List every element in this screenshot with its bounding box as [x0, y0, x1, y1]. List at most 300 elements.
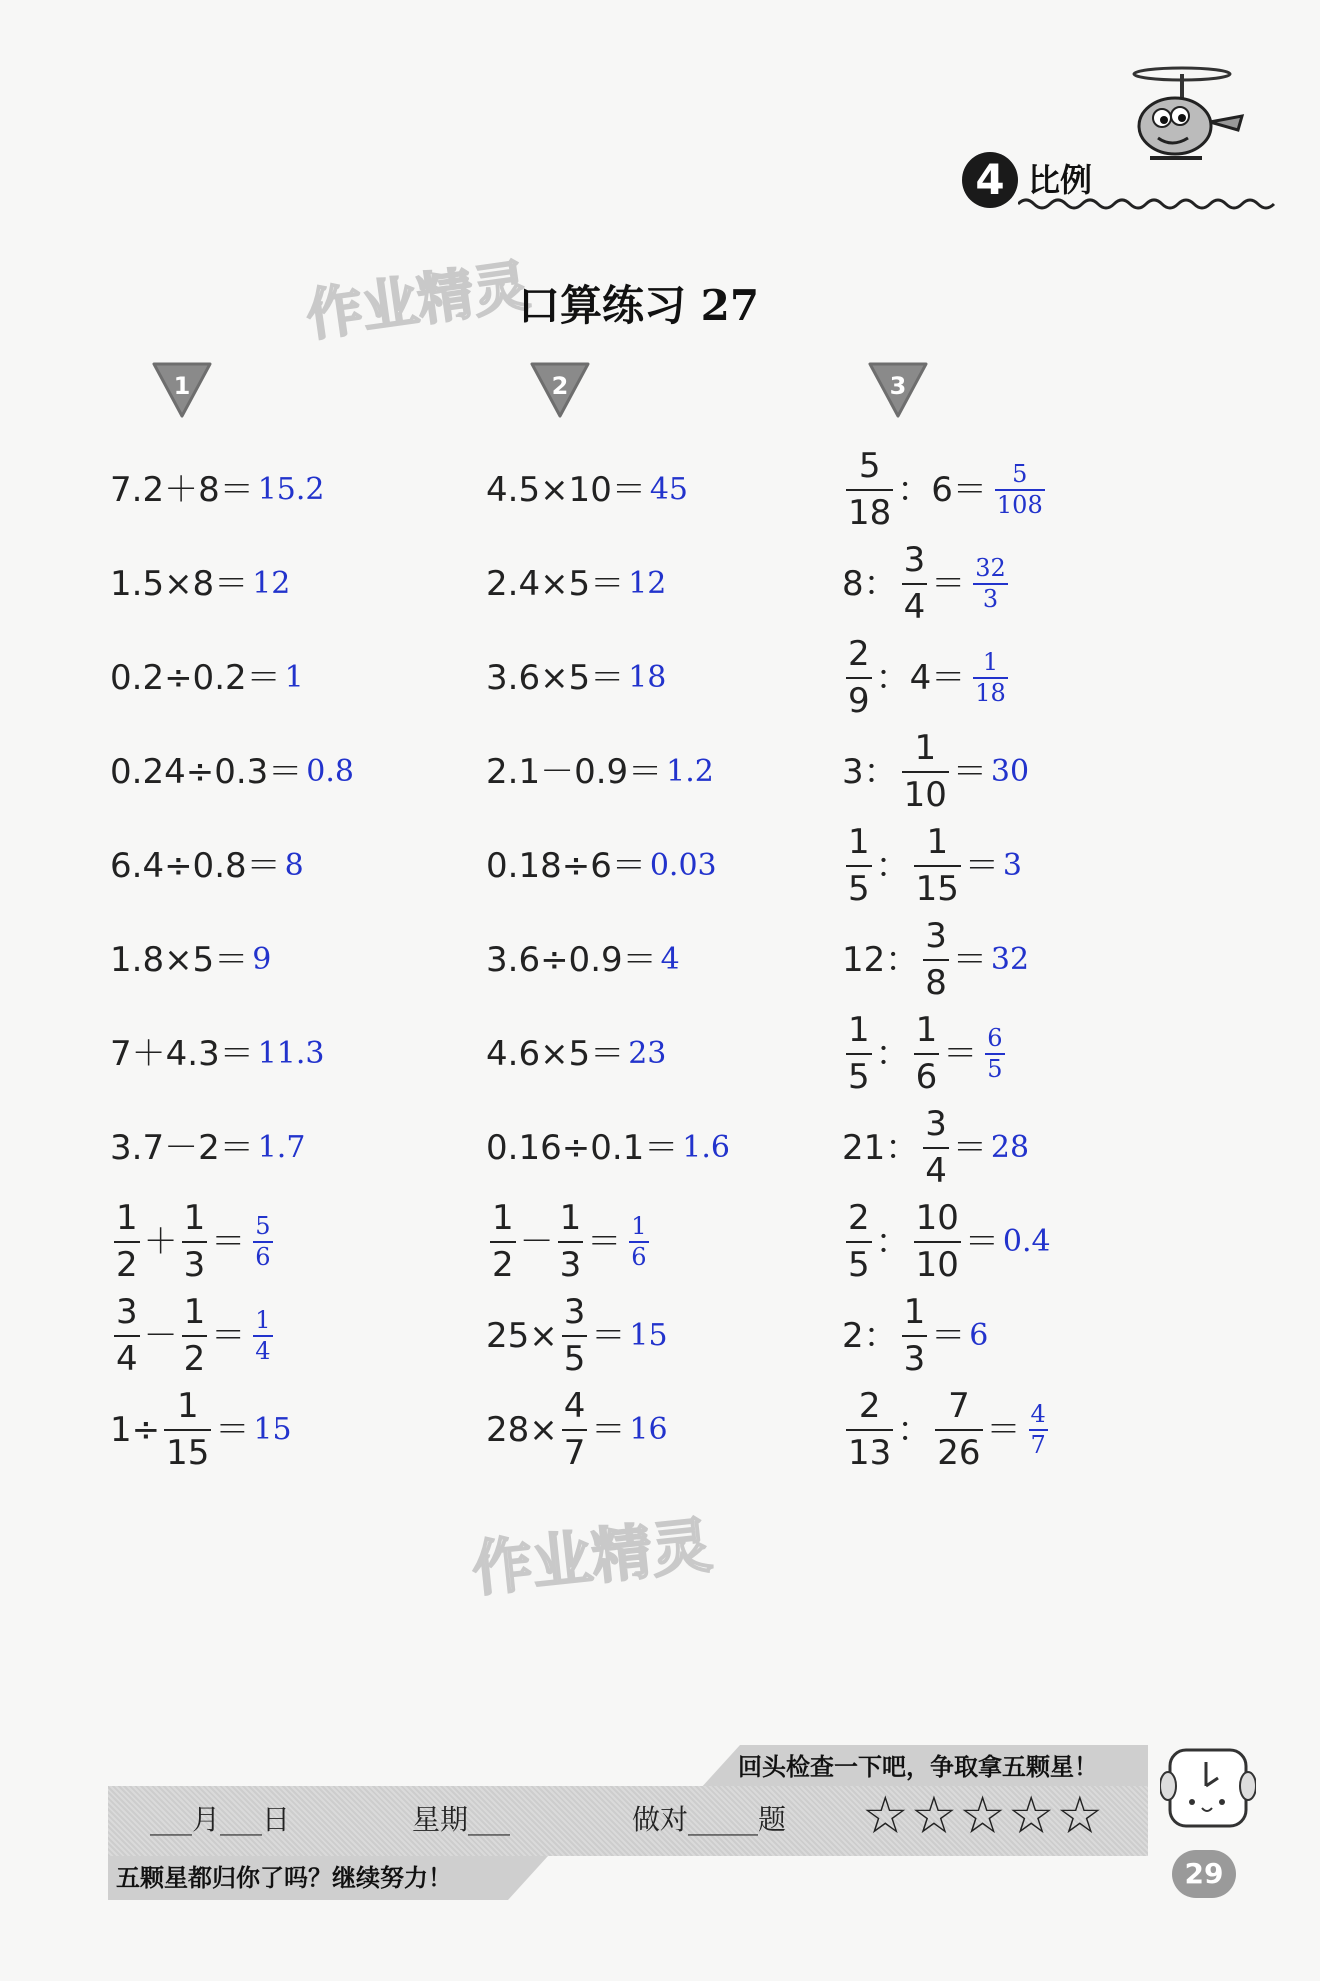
correct-count-field: 做对_____题 — [632, 1803, 787, 1836]
denominator: 5 — [563, 1339, 586, 1379]
numerator: 2 — [848, 633, 870, 674]
answer-text: 0.4 — [1002, 1224, 1051, 1259]
question-text: 12： — [842, 940, 920, 980]
question — [486, 846, 646, 886]
fraction-bar — [846, 677, 872, 679]
numerator: 1 — [982, 647, 999, 676]
problem-row — [842, 1192, 1051, 1292]
numerator: 1 — [116, 1197, 138, 1238]
svg-text:1: 1 — [173, 372, 191, 400]
denominator: 3 — [183, 1245, 206, 1285]
question-text: 8： — [842, 564, 898, 604]
question-text: － — [143, 1316, 178, 1356]
question — [842, 1291, 966, 1379]
fraction-bar — [846, 865, 872, 867]
problem-row — [486, 534, 666, 634]
answer — [257, 472, 325, 507]
problem-row — [842, 1004, 1009, 1104]
problem-row — [110, 722, 354, 822]
question — [486, 1385, 626, 1473]
question — [486, 940, 657, 980]
question-text: 25× — [486, 1316, 558, 1356]
numerator: 1 — [926, 821, 949, 862]
answer — [629, 1412, 668, 1447]
numerator: 1 — [183, 1197, 206, 1238]
question — [110, 1128, 254, 1168]
answer — [257, 1036, 325, 1071]
denominator: 15 — [915, 869, 959, 909]
question-text: ＝ — [211, 1316, 246, 1356]
question-text: ：4＝ — [875, 658, 966, 698]
question — [110, 846, 281, 886]
numerator: 4 — [1030, 1399, 1046, 1428]
question-text: ： — [875, 1034, 910, 1074]
question-text: ： — [875, 846, 910, 886]
question-text: ＝ — [587, 1222, 622, 1262]
problem-row — [842, 910, 1029, 1010]
problem-row — [486, 628, 666, 728]
question — [110, 940, 249, 980]
question-text: 1.8×5＝ — [110, 940, 249, 980]
fraction — [164, 1385, 211, 1473]
question-text: ： — [875, 1222, 910, 1262]
watermark: 作业精灵 — [302, 253, 534, 350]
star-icon: ☆ — [862, 1786, 909, 1846]
answer-text: 15 — [629, 1318, 668, 1353]
question — [842, 1103, 987, 1191]
problem-row — [486, 1004, 666, 1104]
fraction — [985, 1023, 1004, 1083]
problem-row — [842, 1286, 988, 1386]
fraction — [902, 1291, 928, 1379]
problem-row — [486, 1286, 668, 1386]
answer — [969, 647, 1012, 707]
fraction — [182, 1197, 208, 1285]
answer — [990, 754, 1030, 789]
fraction — [846, 633, 872, 721]
answer — [628, 1036, 667, 1071]
encourage-text: 五颗星都归你了吗？继续努力！ — [116, 1864, 452, 1892]
question — [486, 564, 625, 604]
question-text: 1.5×8＝ — [110, 564, 249, 604]
svg-text:2: 2 — [551, 372, 569, 400]
problem-row — [486, 1380, 668, 1480]
fraction — [846, 1385, 893, 1473]
numerator: 1 — [914, 727, 937, 768]
denominator: 9 — [848, 681, 870, 721]
question-text: 2.4×5＝ — [486, 564, 625, 604]
question — [486, 1197, 622, 1285]
column-marker-2 — [528, 360, 592, 418]
answer-text: 4 — [660, 942, 680, 977]
numerator: 3 — [116, 1291, 138, 1332]
question-text: 7.2＋8＝ — [110, 470, 254, 510]
question-text: 28× — [486, 1410, 558, 1450]
denominator: 3 — [559, 1245, 582, 1285]
question — [842, 1009, 978, 1097]
svg-text:3: 3 — [889, 372, 907, 400]
answer — [252, 942, 272, 977]
answer — [649, 848, 717, 883]
unit-number-badge: 4 — [962, 152, 1018, 208]
question — [842, 1385, 1021, 1473]
numerator: 3 — [903, 539, 926, 580]
question — [110, 1385, 250, 1473]
fraction — [1029, 1399, 1048, 1459]
fraction-bar — [846, 1429, 893, 1431]
answer-text: 30 — [990, 754, 1030, 789]
denominator: 4 — [255, 1337, 271, 1365]
numerator: 5 — [255, 1211, 271, 1240]
question — [110, 1197, 246, 1285]
question-text: 4.6×5＝ — [486, 1034, 625, 1074]
numerator: 3 — [925, 1103, 947, 1144]
star-rating — [862, 1784, 1103, 1848]
answer-text: 28 — [990, 1130, 1030, 1165]
denominator: 4 — [903, 587, 926, 627]
numerator: 2 — [858, 1385, 881, 1426]
answer — [990, 1130, 1030, 1165]
fraction-bar — [114, 1241, 140, 1243]
fraction — [935, 1385, 982, 1473]
fraction — [995, 459, 1045, 519]
denominator: 2 — [183, 1339, 206, 1379]
question-text: ＝ — [964, 1222, 999, 1262]
fraction — [902, 539, 928, 627]
question — [486, 470, 646, 510]
answer-text: 15.2 — [257, 472, 325, 507]
question-text: 6.4÷0.8＝ — [110, 846, 281, 886]
answer-text: 23 — [628, 1036, 667, 1071]
fraction-bar — [562, 1429, 588, 1431]
question — [110, 1034, 254, 1074]
question-text: ： — [897, 1410, 932, 1450]
question-text: ＝ — [931, 1316, 966, 1356]
fraction — [114, 1291, 140, 1379]
numerator: 4 — [563, 1385, 586, 1426]
star-icon: ☆ — [1056, 1786, 1104, 1846]
page-number: 29 — [1172, 1850, 1236, 1898]
fraction-bar — [846, 1053, 872, 1055]
numerator: 1 — [631, 1211, 647, 1240]
answer-text: 32 — [990, 942, 1030, 977]
denominator: 5 — [848, 1057, 870, 1097]
answer-text: 1 — [284, 660, 304, 695]
question — [110, 564, 249, 604]
denominator: 13 — [848, 1433, 892, 1473]
watermark: 作业精灵 — [468, 1510, 716, 1606]
problem-row — [110, 534, 290, 634]
question — [842, 633, 966, 721]
fraction-bar — [914, 1053, 940, 1055]
question — [842, 445, 987, 533]
numerator: 1 — [492, 1197, 514, 1238]
numerator: 1 — [255, 1305, 271, 1334]
fraction — [902, 727, 949, 815]
question-text: ＋ — [143, 1222, 178, 1262]
answer-text: 1.6 — [682, 1130, 730, 1165]
numerator: 1 — [848, 1009, 870, 1050]
answer-text: 8 — [284, 848, 304, 883]
question-text: 0.24÷0.3＝ — [110, 752, 303, 792]
question — [110, 752, 303, 792]
unit-title: 比例 — [1028, 161, 1093, 199]
question-text: 21： — [842, 1128, 920, 1168]
question-text: ＝ — [931, 564, 966, 604]
fraction-bar — [902, 1335, 928, 1337]
question-text: 0.18÷6＝ — [486, 846, 646, 886]
fraction-bar — [182, 1241, 208, 1243]
fraction-bar — [490, 1241, 516, 1243]
question-text: 3.7－2＝ — [110, 1128, 254, 1168]
star-icon: ☆ — [959, 1786, 1006, 1846]
answer — [257, 1130, 306, 1165]
answer — [991, 459, 1049, 519]
problem-row — [486, 722, 714, 822]
numerator: 7 — [948, 1385, 970, 1426]
question-text: 1÷ — [110, 1410, 161, 1450]
problem-row — [486, 816, 717, 916]
answer — [628, 660, 667, 695]
question — [486, 658, 625, 698]
answer — [629, 1318, 668, 1353]
star-icon: ☆ — [910, 1786, 958, 1846]
numerator: 6 — [987, 1023, 1003, 1052]
answer-text: 0.03 — [649, 848, 717, 883]
fraction-bar — [923, 959, 949, 961]
numerator: 32 — [975, 553, 1006, 582]
question-text: 4.5×10＝ — [486, 470, 646, 510]
problem-row — [110, 910, 271, 1010]
numerator: 1 — [915, 1009, 938, 1050]
problem-row — [842, 440, 1049, 540]
answer-text: 12 — [628, 566, 667, 601]
answer — [284, 660, 304, 695]
denominator: 3 — [982, 585, 999, 613]
question-text: ＝ — [943, 1034, 978, 1074]
answer-text: 15 — [253, 1412, 292, 1447]
answer — [649, 472, 689, 507]
numerator: 1 — [176, 1385, 199, 1426]
fraction-bar — [558, 1241, 584, 1243]
fraction — [253, 1211, 272, 1271]
question-text: ＝ — [952, 752, 987, 792]
denominator: 15 — [166, 1433, 210, 1473]
denominator: 3 — [903, 1339, 926, 1379]
fraction — [923, 915, 949, 1003]
answer — [306, 754, 354, 789]
question — [486, 1034, 625, 1074]
answer-text: 12 — [252, 566, 291, 601]
denominator: 6 — [631, 1243, 647, 1271]
question — [486, 752, 663, 792]
denominator: 2 — [492, 1245, 514, 1285]
fraction — [558, 1197, 584, 1285]
question — [842, 727, 987, 815]
fraction — [253, 1305, 272, 1365]
question-text: ＝ — [211, 1222, 246, 1262]
denominator: 4 — [925, 1151, 947, 1191]
review-text: 回头检查一下吧，争取拿五颗星！ — [738, 1753, 1098, 1781]
fraction-bar — [914, 865, 961, 867]
answer — [682, 1130, 730, 1165]
denominator: 10 — [903, 775, 947, 815]
denominator: 18 — [975, 679, 1006, 707]
denominator: 2 — [116, 1245, 138, 1285]
question — [842, 915, 987, 1003]
fraction-bar — [902, 771, 949, 773]
fraction — [846, 1197, 872, 1285]
numerator: 5 — [858, 445, 881, 486]
answer — [969, 1318, 989, 1353]
fraction — [846, 1009, 872, 1097]
denominator: 26 — [937, 1433, 981, 1473]
question — [110, 1291, 246, 1379]
fraction — [490, 1197, 516, 1285]
question — [110, 470, 254, 510]
question-text: ＝ — [952, 940, 987, 980]
question-text: 0.16÷0.1＝ — [486, 1128, 679, 1168]
denominator: 7 — [1030, 1431, 1046, 1459]
question — [842, 821, 999, 909]
numerator: 1 — [183, 1291, 206, 1332]
fraction-bar — [902, 583, 928, 585]
problem-row — [110, 1192, 277, 1292]
answer — [1002, 1224, 1051, 1259]
answer — [252, 566, 291, 601]
question — [486, 1291, 626, 1379]
fraction — [914, 821, 961, 909]
answer — [990, 942, 1030, 977]
question-text: ＝ — [952, 1128, 987, 1168]
weekday-field: 星期___ — [412, 1803, 511, 1836]
answer — [981, 1023, 1008, 1083]
answer-text: 9 — [252, 942, 272, 977]
answer — [625, 1211, 652, 1271]
date-field: ___月___日 — [150, 1803, 291, 1836]
fraction — [914, 1197, 961, 1285]
fraction-bar — [164, 1429, 211, 1431]
question-text: ：6＝ — [897, 470, 987, 510]
problem-row — [110, 816, 304, 916]
question-text: ＝ — [591, 1316, 626, 1356]
numerator: 5 — [1012, 459, 1028, 488]
numerator: 1 — [559, 1197, 582, 1238]
problem-row — [842, 1380, 1052, 1480]
denominator: 6 — [915, 1057, 938, 1097]
problem-row — [486, 440, 688, 540]
fraction — [914, 1009, 940, 1097]
fraction-bar — [562, 1335, 588, 1337]
question-text: － — [519, 1222, 554, 1262]
answer — [249, 1211, 276, 1271]
fraction — [923, 1103, 949, 1191]
fraction-bar — [923, 1147, 949, 1149]
column-marker-1 — [150, 360, 214, 418]
answer — [660, 942, 680, 977]
fraction-bar — [846, 1241, 872, 1243]
fraction — [629, 1211, 648, 1271]
fraction — [562, 1385, 588, 1473]
column-marker-3 — [866, 360, 930, 418]
fraction — [846, 821, 872, 909]
fraction-bar — [182, 1335, 208, 1337]
answer — [284, 848, 304, 883]
problem-row — [110, 628, 304, 728]
fraction — [182, 1291, 208, 1379]
problem-row — [842, 1098, 1029, 1198]
answer — [253, 1412, 292, 1447]
numerator: 2 — [848, 1197, 870, 1238]
question-text: 7＋4.3＝ — [110, 1034, 254, 1074]
problem-row — [110, 1004, 325, 1104]
question-text: 3.6÷0.9＝ — [486, 940, 657, 980]
fraction-bar — [914, 1241, 961, 1243]
answer — [628, 566, 667, 601]
denominator: 7 — [563, 1433, 586, 1473]
question — [110, 658, 281, 698]
answer-text: 1.2 — [666, 754, 714, 789]
problem-row — [486, 1192, 653, 1292]
question — [842, 539, 966, 627]
denominator: 108 — [996, 491, 1043, 519]
problem-row — [110, 1286, 277, 1386]
denominator: 10 — [915, 1245, 959, 1285]
question-text: 2.1－0.9＝ — [486, 752, 663, 792]
star-icon: ☆ — [1007, 1786, 1055, 1846]
denominator: 5 — [848, 869, 870, 909]
fraction — [846, 445, 893, 533]
denominator: 6 — [255, 1243, 271, 1271]
question-text: 3.6×5＝ — [486, 658, 625, 698]
numerator: 1 — [903, 1291, 926, 1332]
answer-text: 1.7 — [257, 1130, 306, 1165]
answer-text: 6 — [969, 1318, 989, 1353]
denominator: 5 — [987, 1055, 1003, 1083]
fraction — [114, 1197, 140, 1285]
fraction — [973, 647, 1008, 707]
problem-row — [842, 722, 1029, 822]
answer — [666, 754, 714, 789]
problem-row — [486, 910, 680, 1010]
numerator: 3 — [925, 915, 947, 956]
denominator: 5 — [848, 1245, 870, 1285]
answer-text: 18 — [628, 660, 667, 695]
problem-row — [842, 628, 1012, 728]
fraction-bar — [846, 489, 893, 491]
answer — [249, 1305, 276, 1365]
helicopter-mascot-icon — [1120, 60, 1250, 174]
clock-mascot-icon — [1160, 1742, 1256, 1842]
answer-text: 45 — [649, 472, 689, 507]
question-text: ＝ — [215, 1410, 250, 1450]
answer — [969, 553, 1012, 613]
fraction — [562, 1291, 588, 1379]
answer-text: 11.3 — [257, 1036, 325, 1071]
fraction-bar — [935, 1429, 982, 1431]
question-text: 0.2÷0.2＝ — [110, 658, 281, 698]
numerator: 10 — [915, 1197, 959, 1238]
page-title: 口算练习 27 — [518, 281, 760, 330]
question — [842, 1197, 999, 1285]
denominator: 4 — [116, 1339, 138, 1379]
question-text: ＝ — [591, 1410, 626, 1450]
answer — [1025, 1399, 1052, 1459]
problem-row — [842, 534, 1012, 634]
problem-row — [486, 1098, 730, 1198]
answer-text: 3 — [1002, 848, 1022, 883]
fraction — [973, 553, 1008, 613]
